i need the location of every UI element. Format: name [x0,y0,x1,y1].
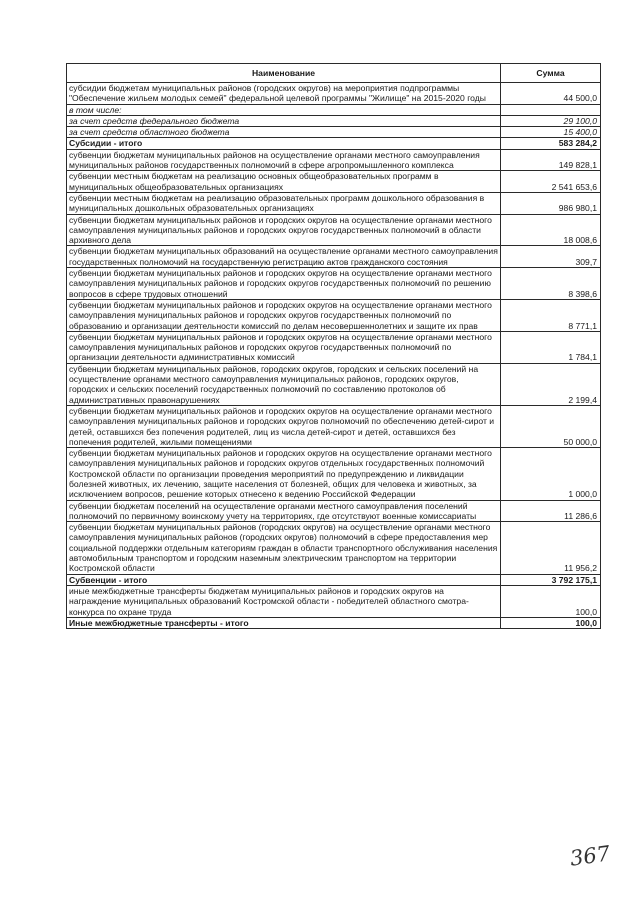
row-name: субвенции бюджетам муниципальных районов и городских округов на осуществление органами местного самоуправления муниципальных районов и городских округов отдельных государственных полномочий Костромской области по организации проведения мероприятий по предупреждению и ликвидации болезней животных, их лечению, защите населения от болезней, общих для человека и животных, за исключением вопросов, решение которых отнесено к ведению Российской Федерации [67,448,501,500]
row-name: субвенции бюджетам муниципальных районов (городских округов) на осуществление органами местного самоуправления муниципальных районов (городских округов) полномочий в сфере предоставления мер социальной поддержки отдельным категориям граждан в области транспортного обслуживания населения автомобильным транспортом и городским наземным электрическим транспортом на территории Костромской области [67,522,501,574]
row-name: субвенции бюджетам муниципальных районов и городских округов на осуществление органами местного самоуправления муниципальных районов и городских округов полномочий по обеспечению детей-сирот и детей, оставшихся без попечения родителей, лиц из числа детей-сирот и детей, оставшихся без попечения родителей, жилыми помещениями [67,405,501,447]
table-row [67,500,601,522]
row-name: иные межбюджетные трансферты бюджетам муниципальных районов и городских округов на награждение муниципальных образований Костромской области - победителей областного смотра-конкурса по охране труда [67,585,501,617]
table-row [67,331,601,363]
table-header-row [67,64,601,83]
row-sum: 986 980,1 [501,192,601,214]
table-row [67,617,601,628]
table-row [67,149,601,171]
row-name: субвенции местным бюджетам на реализацию основных общеобразовательных программ в муниципальных общеобразовательных организациях [67,171,501,193]
row-sum: 100,0 [501,617,601,628]
row-sum: 44 500,0 [501,83,601,105]
row-sum: 1 000,0 [501,448,601,500]
row-name: в том числе: [67,104,501,115]
table-row [67,192,601,214]
row-sum: 583 284,2 [501,138,601,149]
table-row [67,115,601,126]
row-name: субвенции бюджетам муниципальных районов и городских округов на осуществление органами местного самоуправления муниципальных районов и городских округов государственных полномочий по образованию и организации деятельности комиссий по делам несовершеннолетних и защите их прав [67,299,501,331]
table-row [67,104,601,115]
row-sum: 11 956,2 [501,522,601,574]
table-row [67,299,601,331]
table-row [67,585,601,617]
row-sum: 15 400,0 [501,127,601,138]
table-row [67,574,601,585]
row-sum: 1 784,1 [501,331,601,363]
table-row [67,522,601,574]
row-sum: 29 100,0 [501,115,601,126]
table-row [67,268,601,300]
table-row [67,171,601,193]
row-sum: 149 828,1 [501,149,601,171]
row-name: субвенции бюджетам муниципальных районов на осуществление органами местного самоуправления муниципальных районов государственных полномочий в сфере агропромышленного комплекса [67,149,501,171]
row-name: субвенции бюджетам муниципальных районов и городских округов на осуществление органами местного самоуправления муниципальных районов и городских округов государственных полномочий по решению вопросов в сфере трудовых отношений [67,268,501,300]
row-sum: 2 541 653,6 [501,171,601,193]
row-sum: 8 771,1 [501,299,601,331]
row-sum: 3 792 175,1 [501,574,601,585]
table-row [67,127,601,138]
row-sum: 11 286,6 [501,500,601,522]
row-sum: 309,7 [501,246,601,268]
row-sum: 2 199,4 [501,363,601,405]
header-name: Наименование [67,64,501,83]
table-row [67,214,601,246]
table-row [67,405,601,447]
table-row [67,363,601,405]
row-name: Субсидии - итого [67,138,501,149]
row-name: субвенции местным бюджетам на реализацию образовательных программ дошкольного образования в муниципальных дошкольных образовательных организациях [67,192,501,214]
row-name: Иные межбюджетные трансферты - итого [67,617,501,628]
row-name: субвенции бюджетам муниципальных районов, городских округов, городских и сельских поселений на осуществление органами местного самоуправления муниципальных районов, городских округов, городских и сельских поселений государственных полномочий по составлению протоколов об административных правонарушениях [67,363,501,405]
row-name: субсидии бюджетам муниципальных районов (городских округов) на мероприятия подпрограммы "Обеспечение жильем молодых семей" федеральной целевой программы "Жилище" на 2015-2020 годы [67,83,501,105]
header-sum: Сумма [501,64,601,83]
budget-table [66,63,601,629]
row-name: субвенции бюджетам поселений на осуществление органами местного самоуправления поселений полномочий по первичному воинскому учету на территориях, где отсутствуют военные комиссариаты [67,500,501,522]
table-row [67,138,601,149]
document-page [66,63,600,629]
table-body [67,83,601,629]
row-name: за счет средств федерального бюджета [67,115,501,126]
row-sum: 18 008,6 [501,214,601,246]
row-sum: 50 000,0 [501,405,601,447]
table-row [67,246,601,268]
row-sum: 100,0 [501,585,601,617]
row-name: Субвенции - итого [67,574,501,585]
row-name: за счет средств областного бюджета [67,127,501,138]
row-name: субвенции бюджетам муниципальных образований на осуществление органами местного самоуправления государственных полномочий на государственную регистрацию актов гражданского состояния [67,246,501,268]
row-name: субвенции бюджетам муниципальных районов и городских округов на осуществление органами местного самоуправления муниципальных районов и городских округов государственных полномочий по организации деятельности административных комиссий [67,331,501,363]
row-sum: 8 398,6 [501,268,601,300]
row-name: субвенции бюджетам муниципальных районов и городских округов на осуществление органами местного самоуправления муниципальных районов и городских округов государственных полномочий в области архивного дела [67,214,501,246]
row-sum [501,104,601,115]
table-row [67,448,601,500]
page-number-handwritten: 367 [568,841,612,871]
table-row [67,83,601,105]
